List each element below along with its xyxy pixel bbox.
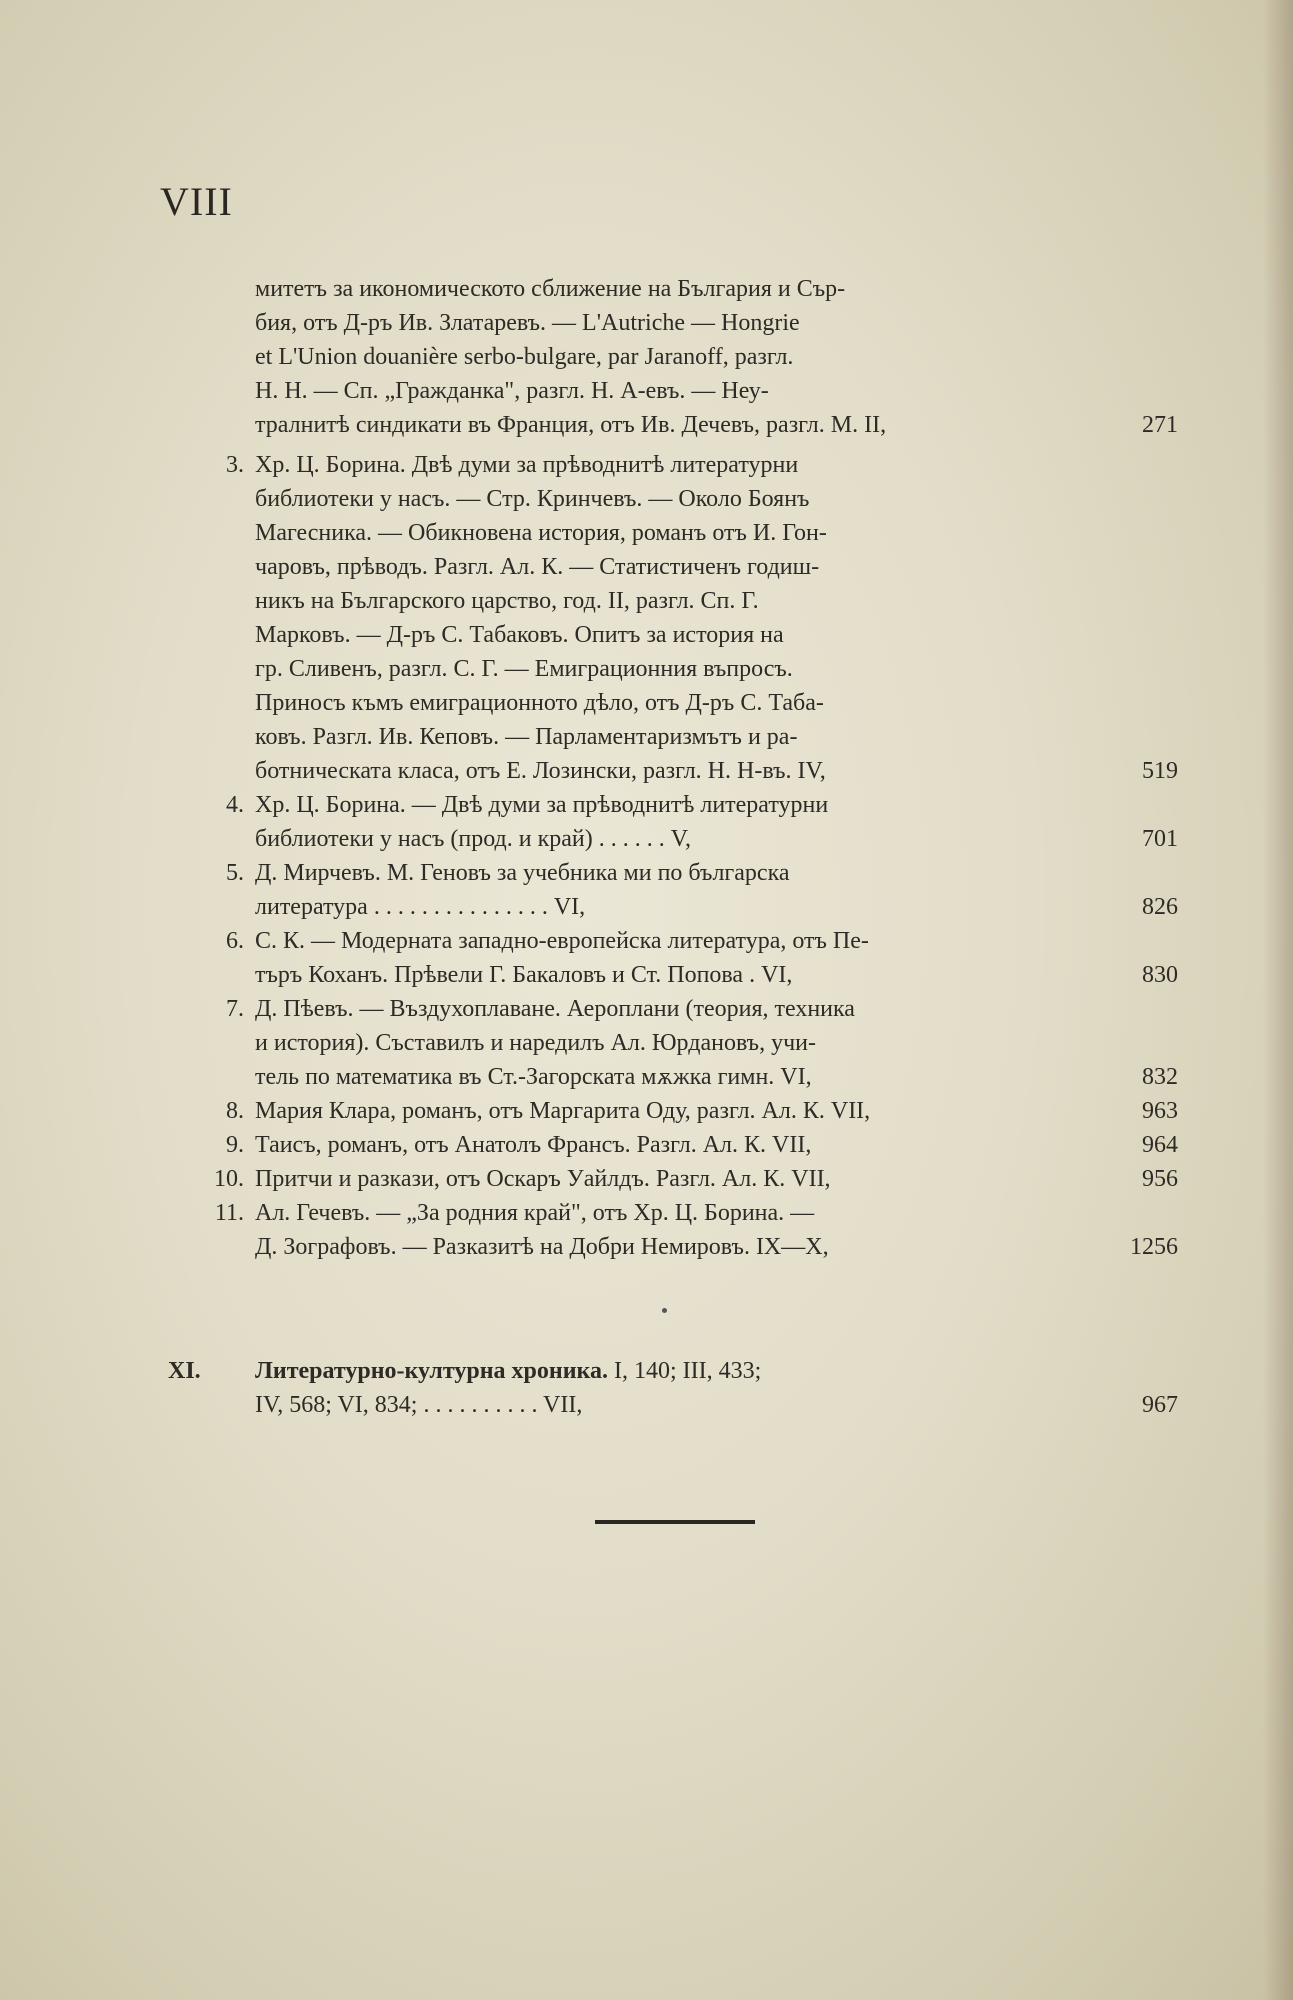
toc-entry-number: 11.	[214, 1200, 244, 1226]
toc-line-text: С. К. — Модерната западно-европейска литература, отъ Пе-	[255, 928, 869, 954]
toc-line	[0, 890, 1293, 924]
toc-line-text: Ал. Гечевъ. — „За родния край", отъ Хр. Ц. Борина. —	[255, 1200, 815, 1226]
page-number: VIII	[160, 179, 233, 224]
toc-line	[0, 550, 1293, 584]
toc-line-text: гр. Сливенъ, разгл. С. Г. — Емиграционния въпросъ.	[255, 656, 793, 682]
toc-line-text: библиотеки у насъ. — Стр. Кринчевъ. — Около Боянъ	[255, 486, 810, 512]
toc-line	[0, 1094, 1293, 1128]
toc-line	[0, 1196, 1293, 1230]
toc-line-page: 826	[1142, 894, 1178, 920]
toc-line	[0, 720, 1293, 754]
toc-line	[0, 822, 1293, 856]
toc-line-page: 701	[1142, 826, 1178, 852]
toc-line	[0, 482, 1293, 516]
separator-dot	[662, 1308, 667, 1313]
toc-line-text: Таисъ, романъ, отъ Анатолъ Франсъ. Разгл. Ал. К. VII,	[255, 1132, 812, 1158]
toc-line	[0, 448, 1293, 482]
toc-line	[0, 1162, 1293, 1196]
toc-line-text: Д. Зографовъ. — Разказитѣ на Добри Немировъ. IX—X,	[255, 1234, 829, 1260]
toc-line-page: 964	[1142, 1132, 1178, 1158]
toc-line-text: ботническата класа, отъ Е. Лозински, разгл. Н. Н-въ. IV,	[255, 758, 826, 784]
toc-line	[0, 374, 1293, 408]
toc-line	[0, 754, 1293, 788]
toc-line	[0, 340, 1293, 374]
section-xi-number: XI.	[168, 1358, 201, 1384]
toc-line-text: et L'Union douanière serbo-bulgare, par Jaranoff, разгл.	[255, 344, 794, 370]
toc-line	[0, 1230, 1293, 1264]
toc-line-text: Притчи и разкази, отъ Оскаръ Уайлдъ. Разгл. Ал. К. VII,	[255, 1166, 831, 1192]
section-xi-line-2	[0, 1388, 1293, 1422]
toc-line-text: Мария Клара, романъ, отъ Маргарита Оду, разгл. Ал. К. VII,	[255, 1098, 871, 1124]
toc-line-text: бия, отъ Д-ръ Ив. Златаревъ. — L'Autriche — Hongrie	[255, 310, 800, 336]
toc-line-text: Хр. Ц. Борина. Двѣ думи за прѣводнитѣ литературни	[255, 452, 799, 478]
toc-line-text: митетъ за икономическото сближение на България и Сър-	[255, 276, 846, 302]
section-xi-page: 967	[1142, 1392, 1178, 1418]
toc-line	[0, 272, 1293, 306]
section-xi-refs-continued: IV, 568; VI, 834; . . . . . . . . . . VII,	[255, 1392, 583, 1418]
toc-line-text: Н. Н. — Сп. „Гражданка", разгл. Н. А-евъ. — Неу-	[255, 378, 769, 404]
toc-entry-number: 7.	[226, 996, 244, 1022]
toc-line-text: чаровъ, прѣводъ. Разгл. Ал. К. — Статистиченъ годиш-	[255, 554, 820, 580]
toc-line-text: литература . . . . . . . . . . . . . . . VI,	[255, 894, 586, 920]
toc-line	[0, 1060, 1293, 1094]
toc-line-text: тель по математика въ Ст.-Загорската мѫжка гимн. VI,	[255, 1064, 812, 1090]
toc-line	[0, 652, 1293, 686]
toc-line	[0, 686, 1293, 720]
toc-line	[0, 306, 1293, 340]
toc-line-text: Марковъ. — Д-ръ С. Табаковъ. Опитъ за история на	[255, 622, 784, 648]
toc-entry-number: 6.	[226, 928, 244, 954]
toc-line	[0, 618, 1293, 652]
toc-line	[0, 788, 1293, 822]
toc-line-page: 1256	[1130, 1234, 1178, 1260]
end-rule	[595, 1520, 755, 1524]
toc-line-text: търъ Коханъ. Прѣвели Г. Бакаловъ и Ст. Попова . VI,	[255, 962, 793, 988]
toc-line-text: библиотеки у насъ (прод. и край) . . . . . . V,	[255, 826, 691, 852]
toc-line-page: 832	[1142, 1064, 1178, 1090]
toc-line	[0, 958, 1293, 992]
toc-line	[0, 1026, 1293, 1060]
toc-line-text: Д. Пѣевъ. — Въздухоплаване. Аероплани (теория, техника	[255, 996, 855, 1022]
toc-entry-number: 10.	[214, 1166, 244, 1192]
toc-line-page: 519	[1142, 758, 1178, 784]
toc-line-text: Хр. Ц. Борина. — Двѣ думи за прѣводнитѣ литературни	[255, 792, 829, 818]
toc-line	[0, 408, 1293, 442]
toc-line-text: Д. Мирчевъ. М. Геновъ за учебника ми по българска	[255, 860, 790, 886]
toc-line	[0, 924, 1293, 958]
toc-line	[0, 856, 1293, 890]
toc-entry-number: 5.	[226, 860, 244, 886]
toc-line-page: 956	[1142, 1166, 1178, 1192]
toc-line-text: тралнитѣ синдикати въ Франция, отъ Ив. Дечевъ, разгл. М. II,	[255, 412, 887, 438]
toc-line-text: ковъ. Разгл. Ив. Кеповъ. — Парламентаризмътъ и ра-	[255, 724, 798, 750]
section-xi-refs: I, 140; III, 433;	[614, 1358, 762, 1384]
toc-line-text: Магесника. — Обикновена история, романъ отъ И. Гон-	[255, 520, 827, 546]
toc-line-page: 963	[1142, 1098, 1178, 1124]
toc-entry-number: 3.	[226, 452, 244, 478]
toc-line-text: Приносъ къмъ емиграционното дѣло, отъ Д-ръ С. Таба-	[255, 690, 824, 716]
toc-line	[0, 516, 1293, 550]
section-xi-title: Литературно-културна хроника.	[255, 1358, 608, 1384]
toc-line-page: 830	[1142, 962, 1178, 988]
toc-entry-number: 9.	[226, 1132, 244, 1158]
toc-line-page: 271	[1142, 412, 1178, 438]
toc-entry-number: 4.	[226, 792, 244, 818]
toc-line-text: никъ на Българского царство, год. II, разгл. Сп. Г.	[255, 588, 759, 614]
toc-line	[0, 992, 1293, 1026]
section-xi-line-1	[0, 1354, 1293, 1388]
toc-line	[0, 1128, 1293, 1162]
toc-line	[0, 584, 1293, 618]
toc-entry-number: 8.	[226, 1098, 244, 1124]
section-xi-heading	[255, 1354, 1075, 1388]
toc-line-text: и история). Съставилъ и наредилъ Ал. Юрдановъ, учи-	[255, 1030, 816, 1056]
